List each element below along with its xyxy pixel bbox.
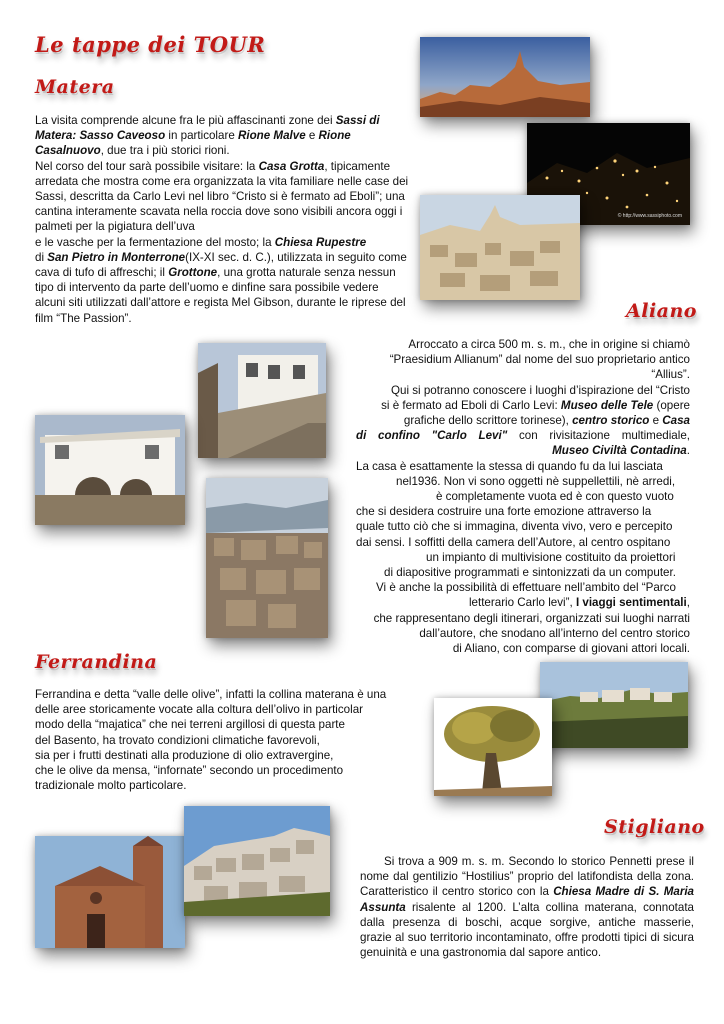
photo-stigliano-town xyxy=(184,806,330,916)
section-title-ferrandina: Ferrandina xyxy=(35,651,158,673)
page-title: Le tappe dei TOUR xyxy=(35,32,266,57)
matera-paragraph: La visita comprende alcune fra le più affascinanti zone dei Sassi di Matera: Sasso Caveoso in particolare Rione Malve e Rione Casalnuovo, due tra i più storici rioni. Nel corso del tour sarà possibile visitare: la Casa Grotta, tipicamente arredata che mostra come era organizzata la vita familiare nelle case dei Sassi, descritta da Carlo Levi nel libro “Cristo si è fermato ad Eboli”; una cantina interamente scavata nella roccia dove sono visibili ancora oggi i palmeti per la pigiatura dell’uva e le vasche per la fermentazione del mosto; la Chiesa Rupestre di San Pietro in Monterrone(IX-XI sec. d. C.), utilizzata in seguito come cava di tufo di affreschi; il Grottone, una grotta naturale senza nessun tipo di intervento da parte dell’uomo e dinfine sara possibile vedere alcuni siti utilizzati dall’attore e regista Mel Gibson, durante le riprese del film “The Passion”. xyxy=(35,114,409,325)
photo-ferrandina-town xyxy=(540,662,688,748)
photo-credit: © http://www.sassiphoto.com xyxy=(617,213,682,219)
photo-aliano-casa xyxy=(35,415,185,525)
section-title-aliano: Aliano xyxy=(626,300,697,322)
section-title-stigliano: Stigliano xyxy=(604,816,705,838)
stigliano-paragraph: Si trova a 909 m. s. m. Secondo lo storico Pennetti prese il nome dal gentilizio “Hostilius” proprio del latifondista della zona. Caratteristico il centro storico con la Chiesa Madre di S. Maria Assunta risalente al 1200. L’alta collina materana, connotata dalla presenza di boschi, acque sorgive, antiche masserie, grazie al suo territorio incontaminato, offre prodotti tipici di sicura genuinità e una gastronomia dal sapore antico. xyxy=(360,855,694,960)
photo-aliano-village xyxy=(206,478,328,638)
aliano-paragraph: Arroccato a circa 500 m. s. m., che in origine si chiamò “Praesidium Allianum” dal nome del suo proprietario antico “Allius”. Qui si potranno conoscere i luoghi d’ispirazione del “Cristo si è fermato ad Eboli di Carlo Levi: Museo delle Tele (opere grafiche dello scrittore torinese), centro storico e Casa di confino "Carlo Levi" con rivisitazione multimediale, Museo Civiltà Contadina. La casa è esattamente la stessa di quando fu da lui lasciata nel1936. Non vi sono oggetti nè suppellettili, nè arredi, è completamente vuota ed è con questo vuoto che si desidera costruire una forte emozione attraverso la quale tutto ciò che si immagina, diventa vivo, vero e percepito dai sensi. I soffitti della camera dell’Autore, al centro ospitano un impianto di multivisione costituito da proiettori di diapositive programmati e sintonizzati da un computer. Vi è anche la possibilità di effettuare nell’ambito del “Parco letterario Carlo levi”, I viaggi sentimentali, che rappresentano degli itinerari, organizzati sui luoghi narrati dall’autore, che snodano all’interno del centro storico di Aliano, con comparse di giovani attori locali. xyxy=(356,338,690,656)
photo-aliano-house xyxy=(198,343,326,458)
photo-ferrandina-olive-tree xyxy=(434,698,552,796)
section-title-matera: Matera xyxy=(35,76,115,98)
photo-matera-sassi xyxy=(420,195,580,300)
ferrandina-paragraph: Ferrandina e detta “valle delle olive”, infatti la collina materana è una delle aree storicamente vocate alla coltura dell’olivo in particolar modo della “majatica” che nei terreni argillosi di questa parte del Basento, ha trovato condizioni climatiche favorevoli, sia per i frutti destinati alla produzione di olio extravergine, che le olive da mensa, “infornate” secondo un procedimento tradizionale molto particolare. xyxy=(35,688,387,793)
photo-matera-sunset xyxy=(420,37,590,117)
photo-stigliano-church xyxy=(35,836,185,948)
